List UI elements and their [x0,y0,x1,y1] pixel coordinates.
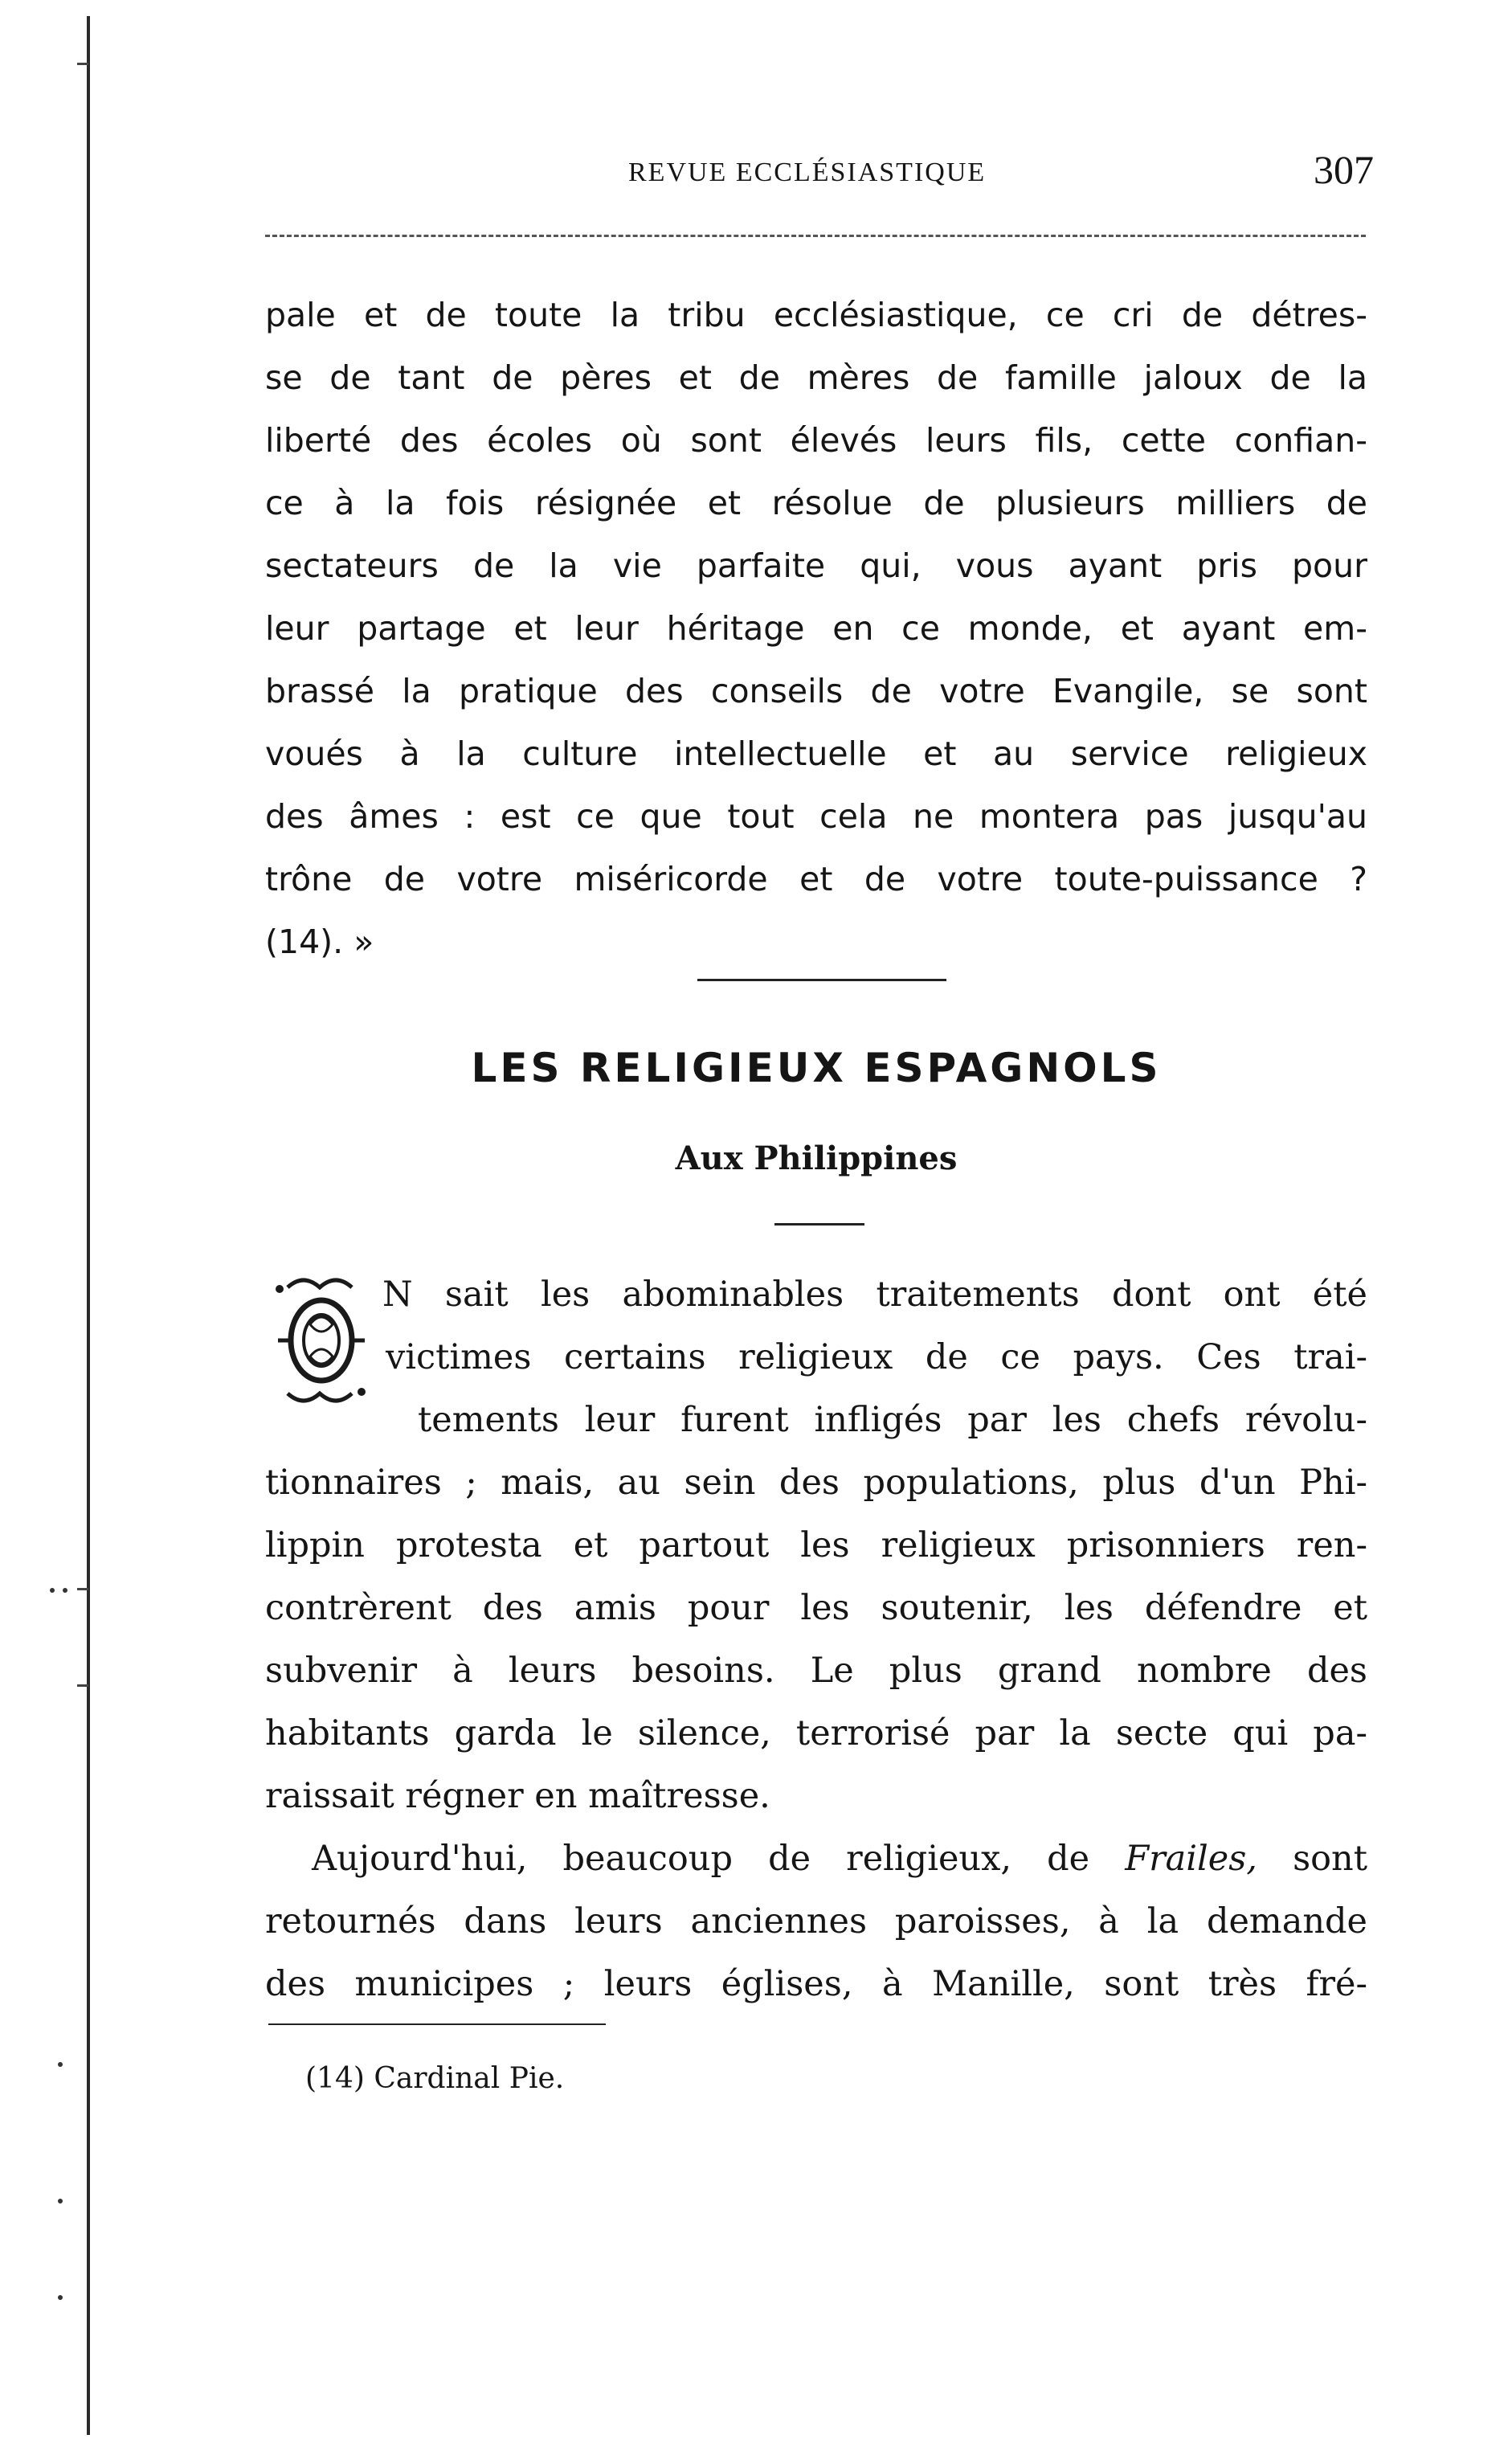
text-line: ce à la fois résignée et résolue de plusieurs milliers de [265,484,1367,522]
running-header [265,146,1374,203]
text-line: tements leur furent infligés par les chefs révolu- [418,1400,1367,1440]
margin-dot [50,1588,55,1593]
text-fragment: sont [1293,1839,1368,1879]
margin-dot [58,2062,63,2067]
text-line: des municipes ; leurs églises, à Manille, sont très fré- [265,1964,1367,2004]
page-number: 307 [1314,147,1374,192]
margin-tick [77,1588,88,1590]
header-rule [265,235,1366,237]
section-subtitle: Aux Philippines [675,1140,958,1177]
text-line: victimes certains religieux de ce pays. Ces trai- [386,1337,1367,1377]
text-line: liberté des écoles où sont élevés leurs fils, cette confian- [265,421,1367,460]
text-line: des âmes : est ce que tout cela ne montera pas jusqu'au [265,797,1367,836]
text-line: contrèrent des amis pour les soutenir, les défendre et [265,1588,1367,1628]
margin-dot [58,2295,63,2300]
text-line: trône de votre miséricorde et de votre toute-puissance ? [265,860,1367,898]
page-margin-rule [87,16,90,2435]
margin-tick [77,63,88,65]
text-line: (14). » [265,923,374,961]
section-separator [697,979,946,981]
paragraph-continuation [265,284,1367,973]
text-line: sectateurs de la vie parfaite qui, vous ayant pris pour [265,546,1367,585]
text-line: se de tant de pères et de mères de famille jaloux de la [265,358,1367,397]
paragraph-frailes [265,1827,1367,2015]
text-fragment: Aujourd'hui, beaucoup de religieux, de [312,1839,1090,1879]
footnote-separator [268,2023,606,2025]
text-line: pale et de toute la tribu ecclésiastique, ce cri de détres- [265,296,1367,334]
text-line: leur partage et leur héritage en ce monde, et ayant em- [265,609,1367,648]
running-title: REVUE ECCLÉSIASTIQUE [628,158,987,187]
text-line: subvenir à leurs besoins. Le plus grand nombre des [265,1651,1367,1691]
text-line: brassé la pratique des conseils de votre Evangile, se sont [265,672,1367,710]
text-line [265,1827,1367,1890]
text-line: retournés dans leurs anciennes paroisses, à la demande [265,1901,1367,1942]
text-line: lippin protesta et partout les religieux prisonniers ren- [265,1525,1367,1565]
footnote: (14) Cardinal Pie. [305,2062,565,2095]
text-line: raissait régner en maîtresse. [265,1776,770,1816]
text-line: tionnaires ; mais, au sein des populations, plus d'un Phi- [265,1463,1367,1503]
text-line: habitants garda le silence, terrorisé par la secte qui pa- [265,1713,1367,1753]
text-line: N sait les abominables traitements dont ont été [382,1275,1367,1315]
italic-term: Frailes, [1125,1839,1257,1879]
section-title: LES RELIGIEUX ESPAGNOLS [471,1045,1162,1091]
paragraph-philippines [265,1263,1367,1827]
subtitle-rule [774,1223,864,1226]
text-line: voués à la culture intellectuelle et au service religieux [265,734,1367,773]
margin-tick [77,1684,88,1687]
margin-dot [63,1588,67,1593]
margin-dot [58,2199,63,2203]
